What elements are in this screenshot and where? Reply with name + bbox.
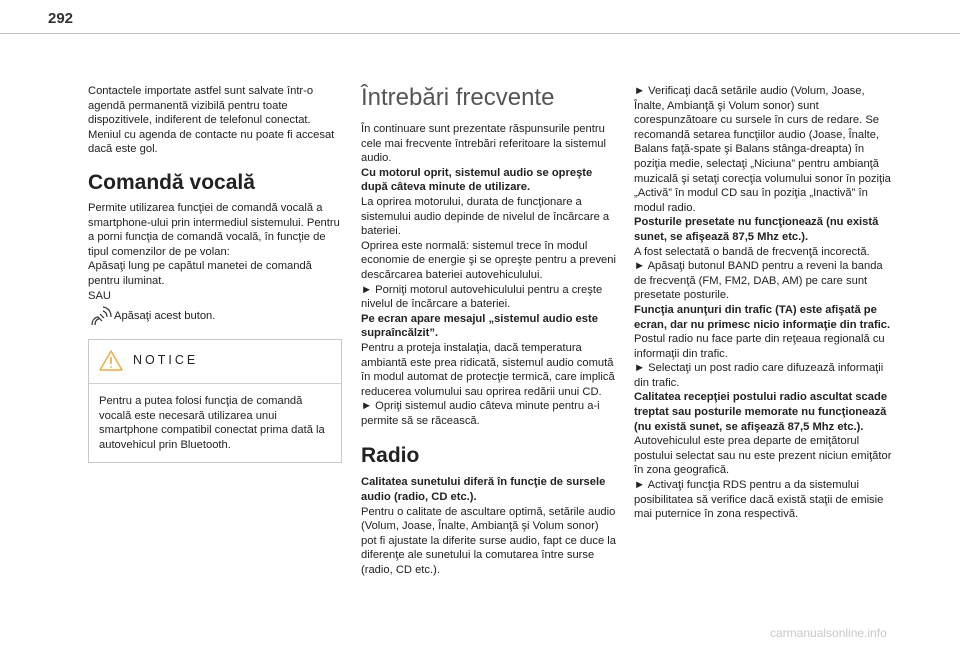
contacts-intro: Contactele importate astfel sunt salvate într-o agendă permanentă vizibilă pentru toate dispozitivele, indiferent de telefonul conectat. Meniul cu agenda de contacte nu poate fi accesat dacă este gol. [88, 85, 335, 156]
faq-answer-4-p1: A fost selectată o bandă de frecvenţă incorectă. [634, 245, 870, 258]
notice-header [99, 350, 331, 371]
voice-button-row [88, 305, 342, 327]
column-middle [361, 84, 617, 578]
voice-command-paragraph: Permite utilizarea funcţiei de comandă vocală a smartphone-ului prin intermediul sistemului. Pentru a porni funcţia de comandă vocală, în funcţie de tipul comenzilor de pe volan: [88, 201, 340, 258]
faq-question-4: Posturile presetate nu funcţionează (nu există sunet, se afişează 87,5 Mhz etc.). [634, 216, 879, 243]
voice-command-icon [88, 305, 114, 327]
faq-answer-5-p2: ► Selectaţi un post radio care difuzează informaţii din trafic. [634, 362, 884, 389]
voice-button-instruction: Apăsaţi acest buton. [114, 310, 216, 323]
faq-question-3: Calitatea sunetului diferă în funcţie de sursele audio (radio, CD etc.). [361, 476, 606, 504]
faq-question-5: Funcţia anunţuri din trafic (TA) este afişată pe ecran, dar nu primesc nicio informaţie din trafic. [634, 303, 891, 331]
faq-intro: În continuare sunt prezentate răspunsurile pentru cele mai frecvente întrebări referitoare la sistemul audio. [361, 123, 606, 165]
faq-answer-3-p1: Pentru o calitate de ascultare optimă, setările audio (Volum, Joase, Înalte, Ambianţă şi Volum sonor) pot fi ajustate la diferite surse audio, fapt ce duce la diferenţe ale sunetului la comutarea între surse (radio, CD etc.). [361, 505, 616, 577]
voice-command-lighting-stalk: Apăsaţi lung pe capătul manetei de comandă pentru iluminat. [88, 260, 312, 287]
page-number: 292 [48, 10, 74, 27]
voice-command-heading: Comandă vocală [88, 170, 255, 194]
faq-heading: Întrebări frecvente [361, 84, 555, 111]
column-left [88, 84, 342, 463]
watermark: carmanualsonline.info [770, 626, 887, 640]
voice-command-or: SAU [88, 289, 112, 302]
notice-divider [89, 383, 341, 384]
faq-answer-3-p2: ► Verificaţi dacă setările audio (Volum, Joase, Înalte, Ambianţă şi Volum sonor) sunt corespunzătoare cu sursele în curs de redare. Se recomandă setarea funcţiilor audio (Joase, Înalte, Balans faţă-spate şi Balans stânga-dreapta) în poziţia medie, selectaţi „Niciuna” pentru ambianţă muzicală şi setaţi corecţia volumului sonor în poziţia „Activă” în modul CD sau în poziţia „Inactivă” în modul radio. [634, 85, 891, 214]
faq-answer-4-p2: ► Apăsaţi butonul BAND pentru a reveni la banda de frecvenţă (FM, FM2, DAB, AM) pe care sunt presetate posturile. [634, 260, 883, 302]
column-right [634, 84, 892, 522]
faq-question-6: Calitatea recepţiei postului radio ascultat scade treptat sau posturile memorate nu funcţionează (nu există sunet, se afişează 87,5 Mhz etc.). [634, 391, 888, 433]
notice-box [88, 339, 342, 462]
faq-question-2: Pe ecran apare mesajul „sistemul audio este supraîncălzit”. [361, 312, 598, 340]
faq-question-1: Cu motorul oprit, sistemul audio se opreşte după câteva minute de utilizare. [361, 166, 593, 194]
faq-answer-1-p2: Oprirea este normală: sistemul trece în modul economie de energie şi se opreşte pentru a preveni descărcarea bateriei autovehiculului. [361, 239, 616, 281]
faq-answer-6-p2: ► Activaţi funcţia RDS pentru a da sistemului posibilitatea să verifice dacă există staţii de emisie mai puternice în zona respectivă. [634, 479, 884, 521]
faq-answer-2-p1: Pentru a proteja instalaţia, dacă temperatura ambiantă este prea ridicată, sistemul audio comută în modul automat de protecţie termică, care implică reducerea volumului sau oprirea redării unui CD. [361, 341, 615, 398]
faq-answer-2-p2: ► Opriţi sistemul audio câteva minute pentru a-i permite să se răcească. [361, 400, 600, 427]
warning-triangle-icon [99, 350, 123, 371]
notice-text: Pentru a putea folosi funcţia de comandă vocală este necesară utilizarea unui smartphone compatibil conectat prima dată la autovehicul prin Bluetooth. [99, 395, 325, 451]
faq-answer-5-p1: Postul radio nu face parte din reţeaua regională cu informaţii din trafic. [634, 333, 885, 360]
radio-heading: Radio [361, 444, 420, 468]
faq-answer-6-p1: Autovehiculul este prea departe de emiţătorul postului selectat sau nu este prezent niciun emiţător în zona geografică. [634, 435, 892, 477]
notice-title: NOTICE [133, 353, 199, 368]
header-divider [0, 33, 960, 34]
faq-answer-1-p3: ► Porniţi motorul autovehiculului pentru a creşte nivelul de încărcare a bateriei. [361, 283, 603, 311]
faq-answer-1-p1: La oprirea motorului, durata de funcţionare a sistemului audio depinde de nivelul de încărcare a bateriei. [361, 195, 610, 238]
